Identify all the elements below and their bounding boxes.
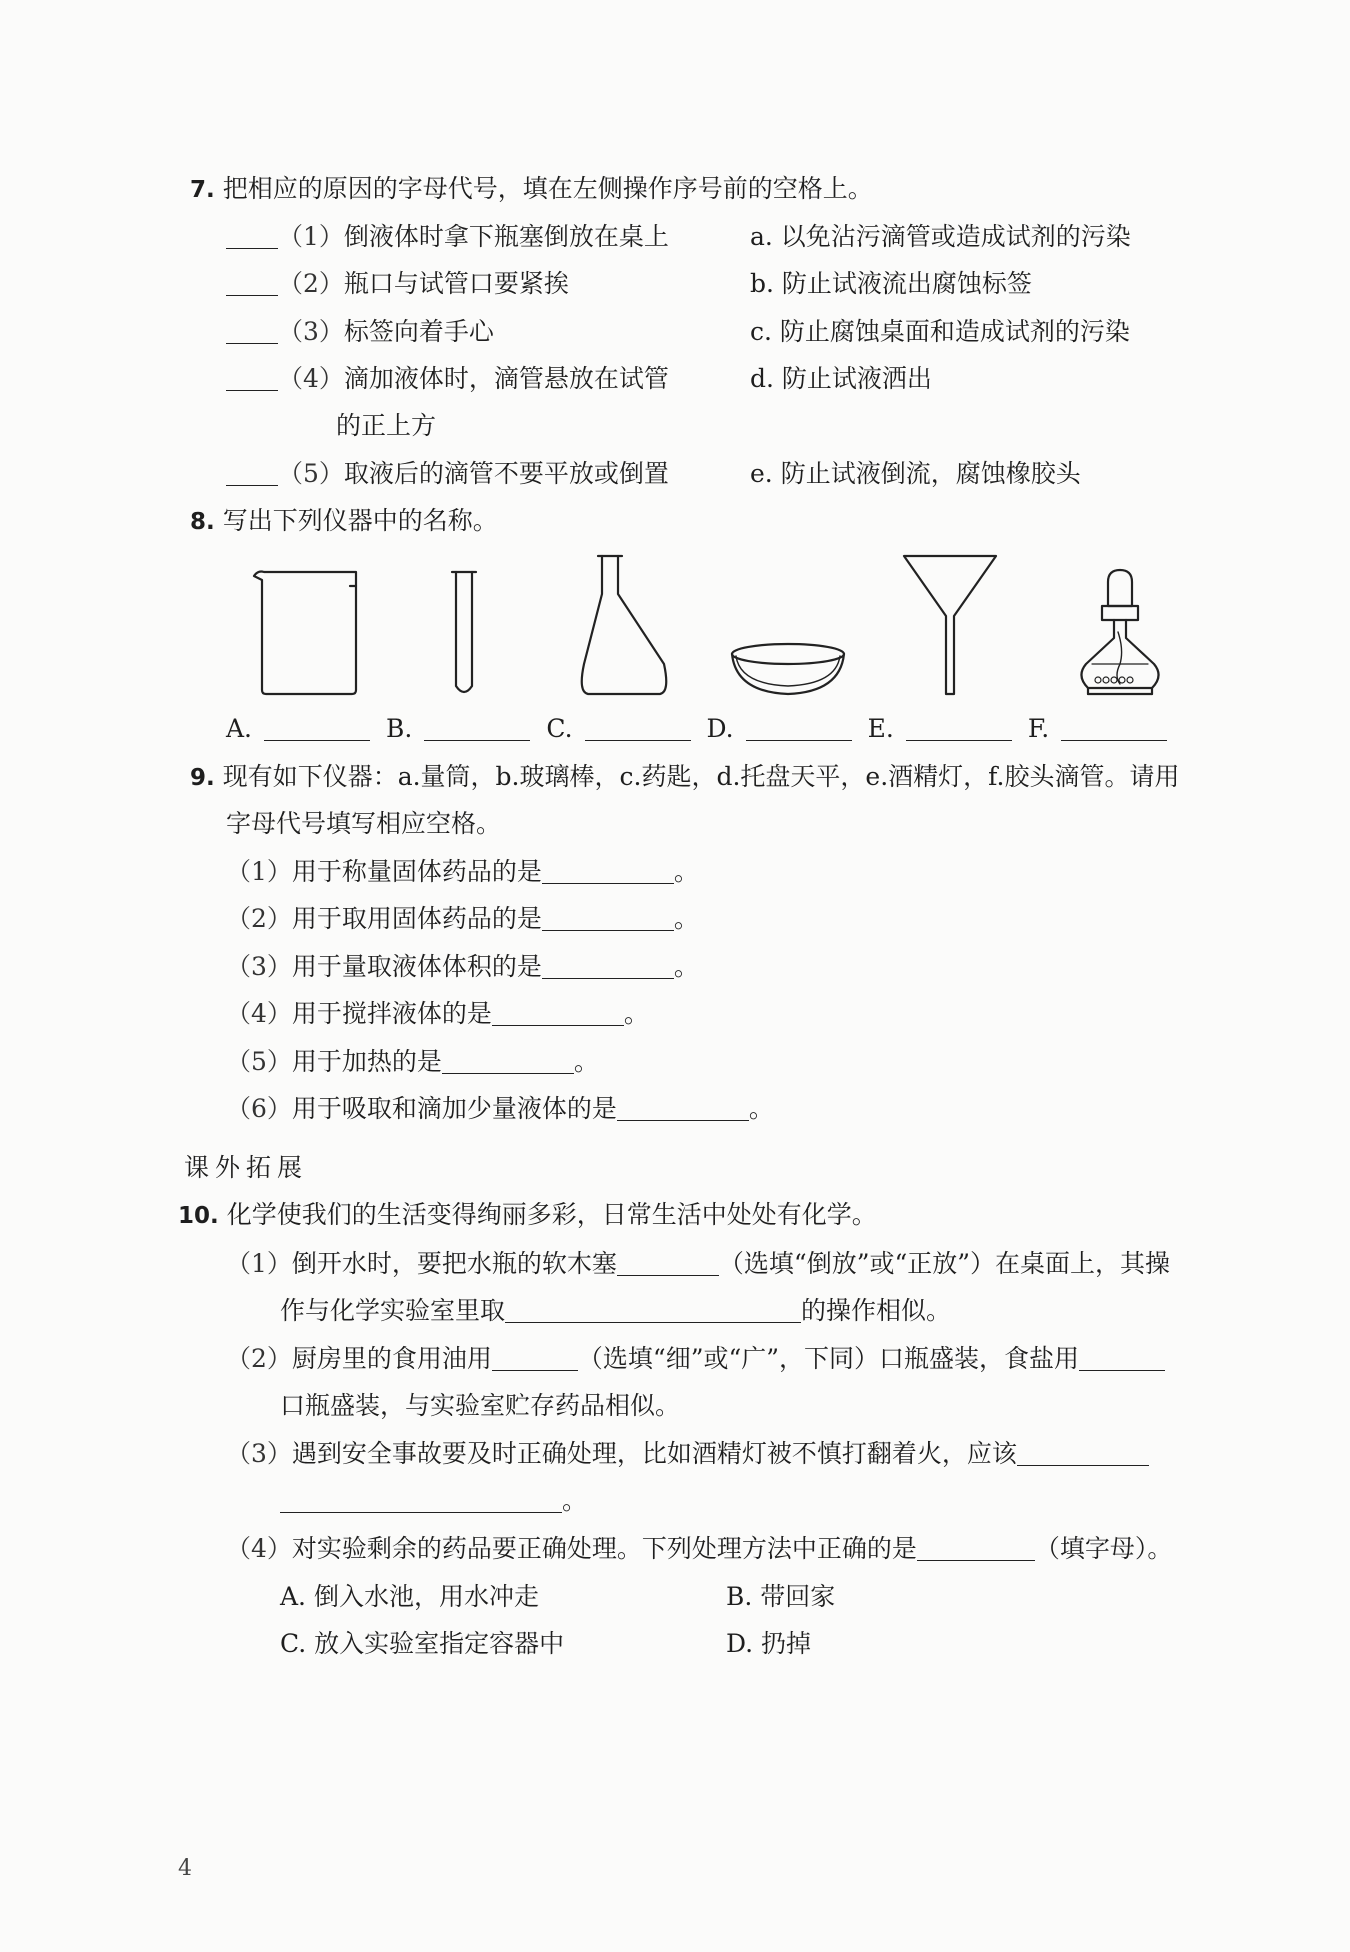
- label-b: B.: [386, 714, 413, 743]
- q8-stem: [190, 504, 498, 539]
- q9-number: 9.: [190, 765, 215, 791]
- alcohol-lamp-icon: [1081, 570, 1158, 694]
- q10-option-a[interactable]: A. 倒入水池，用水冲走: [280, 1582, 539, 1611]
- q9-item-6-end: 。: [748, 1094, 774, 1123]
- q9-answer-blank-5[interactable]: [442, 1047, 574, 1074]
- q10-part-1-line-1: [226, 1247, 1170, 1281]
- q7-item-3: [226, 315, 494, 349]
- q8-answer-blank-d[interactable]: [746, 714, 852, 741]
- q10-part-3-blank-1[interactable]: [1017, 1439, 1149, 1466]
- apparatus-illustrations: [240, 552, 1200, 702]
- q7-item-1-number: （1）: [278, 222, 344, 251]
- q7-item-1-text: 倒液体时拿下瓶塞倒放在桌上: [343, 222, 669, 251]
- q10-part-1-line-2: [280, 1294, 951, 1328]
- q9-item-3-end: 。: [673, 952, 699, 981]
- q9-item-5: [226, 1045, 599, 1079]
- section-title: 课外拓展: [184, 1153, 309, 1182]
- q7-item-3-text: 标签向着手心: [343, 317, 494, 346]
- q9-item-2: [226, 902, 699, 936]
- q10-stem-text: 化学使我们的生活变得绚丽多彩，日常生活中处处有化学。: [226, 1200, 877, 1229]
- q9-item-4-end: 。: [623, 999, 649, 1028]
- q10-part-2-blank-1[interactable]: [492, 1344, 578, 1371]
- q9-item-5-text: 用于加热的是: [291, 1047, 442, 1076]
- q9-item-6: [226, 1092, 774, 1126]
- q9-item-4: [226, 997, 649, 1031]
- q7-item-3-number: （3）: [278, 317, 344, 346]
- q10-part-4-text-a: 对实验剩余的药品要正确处理。下列处理方法中正确的是: [291, 1534, 917, 1563]
- q7-answer-blank-3[interactable]: [226, 317, 278, 344]
- funnel-icon: [904, 556, 996, 694]
- q10-part-1-blank-2[interactable]: [505, 1296, 801, 1323]
- q8-answer-blank-b[interactable]: [424, 714, 530, 741]
- q8-answer-blank-f[interactable]: [1061, 714, 1167, 741]
- q10-part-2-text-a: 厨房里的食用油用: [291, 1344, 492, 1373]
- q10-option-b[interactable]: B. 带回家: [726, 1582, 836, 1611]
- q10-part-1-number: （1）: [226, 1249, 292, 1278]
- q9-item-1-number: （1）: [226, 857, 292, 886]
- q10-number: 10.: [178, 1203, 219, 1229]
- q7-item-1: [226, 220, 669, 254]
- q9-answer-blank-6[interactable]: [617, 1094, 749, 1121]
- q7-item-4: [226, 362, 669, 396]
- q9-stem-text-2: 字母代号填写相应空格。: [226, 809, 502, 838]
- q7-item-4-text: 滴加液体时，滴管悬放在试管: [343, 364, 669, 393]
- q8-answer-blank-c[interactable]: [585, 714, 691, 741]
- q9-item-2-number: （2）: [226, 904, 292, 933]
- q9-item-1: [226, 855, 699, 889]
- q10-stem: [178, 1198, 877, 1233]
- q9-item-4-number: （4）: [226, 999, 292, 1028]
- q10-part-4-number: （4）: [226, 1534, 292, 1563]
- q7-stem: [190, 172, 873, 207]
- q10-part-4-line-1: [226, 1532, 1172, 1566]
- q9-item-5-end: 。: [573, 1047, 599, 1076]
- q7-item-5: [226, 457, 669, 491]
- q9-item-6-number: （6）: [226, 1094, 292, 1123]
- q9-item-3-number: （3）: [226, 952, 292, 981]
- q7-answer-blank-4[interactable]: [226, 364, 278, 391]
- q7-answer-blank-5[interactable]: [226, 459, 278, 486]
- q9-item-5-number: （5）: [226, 1047, 292, 1076]
- evaporating-dish-icon: [732, 644, 844, 694]
- q10-part-3-text-a: 遇到安全事故要及时正确处理，比如酒精灯被不慎打翻着火，应该: [291, 1439, 1017, 1468]
- conical-flask-icon: [582, 556, 667, 694]
- q8-labels-row: [226, 712, 1167, 746]
- q9-item-2-end: 。: [673, 904, 699, 933]
- q10-part-1-text-a: 倒开水时，要把水瓶的软木塞: [291, 1249, 617, 1278]
- q7-stem-text: 把相应的原因的字母代号，填在左侧操作序号前的空格上。: [222, 174, 873, 203]
- q9-item-1-end: 。: [673, 857, 699, 886]
- q7-reason-c: c. 防止腐蚀桌面和造成试剂的污染: [750, 317, 1130, 346]
- q7-reason-e: e. 防止试液倒流，腐蚀橡胶头: [750, 459, 1081, 488]
- q7-item-4-continuation: 的正上方: [336, 411, 437, 440]
- q7-item-2-number: （2）: [278, 269, 344, 298]
- page-number: 4: [178, 1856, 192, 1881]
- q7-reason-d: d. 防止试液洒出: [750, 364, 932, 393]
- q10-part-4-blank[interactable]: [917, 1534, 1035, 1561]
- q10-part-2-line-2: 口瓶盛装，与实验室贮存药品相似。: [280, 1391, 681, 1420]
- q9-item-1-text: 用于称量固体药品的是: [291, 857, 542, 886]
- q10-option-d[interactable]: D. 扔掉: [726, 1629, 812, 1658]
- q7-reason-a: a. 以免沾污滴管或造成试剂的污染: [750, 222, 1131, 251]
- q9-item-3-text: 用于量取液体体积的是: [291, 952, 542, 981]
- q7-number: 7.: [190, 177, 215, 203]
- q7-item-4-number: （4）: [278, 364, 344, 393]
- label-d: D.: [706, 714, 734, 743]
- q7-item-2: [226, 267, 569, 301]
- q9-answer-blank-2[interactable]: [542, 904, 674, 931]
- q10-part-1-text-c: 作与化学实验室里取: [280, 1296, 506, 1325]
- q8-stem-text: 写出下列仪器中的名称。: [222, 506, 498, 535]
- q10-part-2-number: （2）: [226, 1344, 292, 1373]
- q10-part-4-text-b: （填字母）。: [1034, 1534, 1173, 1563]
- q9-answer-blank-1[interactable]: [542, 857, 674, 884]
- q7-item-5-text: 取液后的滴管不要平放或倒置: [343, 459, 669, 488]
- q10-part-3-number: （3）: [226, 1439, 292, 1468]
- q10-part-1-text-b: （选填“倒放”或“正放”）在桌面上，其操: [718, 1249, 1171, 1278]
- q10-option-c[interactable]: C. 放入实验室指定容器中: [280, 1629, 565, 1658]
- label-f: F.: [1027, 714, 1050, 743]
- q7-item-5-number: （5）: [278, 459, 344, 488]
- q7-reason-b: b. 防止试液流出腐蚀标签: [750, 269, 1032, 298]
- q10-part-3-end: 。: [562, 1486, 588, 1515]
- label-a: A.: [226, 714, 253, 743]
- q10-part-3-blank-2[interactable]: [280, 1486, 562, 1513]
- q8-answer-blank-a[interactable]: [264, 714, 370, 741]
- q7-item-2-text: 瓶口与试管口要紧挨: [343, 269, 569, 298]
- beaker-icon: [254, 572, 356, 695]
- label-e: E.: [867, 714, 894, 743]
- q9-item-6-text: 用于吸取和滴加少量液体的是: [291, 1094, 617, 1123]
- q9-item-2-text: 用于取用固体药品的是: [291, 904, 542, 933]
- q7-answer-blank-1[interactable]: [226, 222, 278, 249]
- q10-part-2-text-b: （选填“细”或“广”，下同）口瓶盛装，食盐用: [577, 1344, 1080, 1373]
- q10-part-2-blank-2[interactable]: [1079, 1344, 1165, 1371]
- q10-part-1-blank-1[interactable]: [617, 1249, 719, 1276]
- q9-item-4-text: 用于搅拌液体的是: [291, 999, 492, 1028]
- q9-answer-blank-3[interactable]: [542, 952, 674, 979]
- q10-part-3-line-2: [280, 1484, 587, 1518]
- q10-part-1-text-d: 的操作相似。: [801, 1296, 952, 1325]
- label-c: C.: [546, 714, 573, 743]
- q9-stem: [190, 760, 1179, 795]
- q10-part-2-line-1: [226, 1342, 1165, 1376]
- q8-answer-blank-e[interactable]: [906, 714, 1012, 741]
- q9-answer-blank-4[interactable]: [492, 999, 624, 1026]
- q9-stem-text-1: 现有如下仪器：a.量筒，b.玻璃棒，c.药匙，d.托盘天平，e.酒精灯，f.胶头滴管。请用: [222, 762, 1180, 791]
- q10-part-3-line-1: [226, 1437, 1149, 1471]
- test-tube-icon: [452, 572, 476, 692]
- q7-answer-blank-2[interactable]: [226, 269, 278, 296]
- q8-number: 8.: [190, 509, 215, 535]
- q9-item-3: [226, 950, 699, 984]
